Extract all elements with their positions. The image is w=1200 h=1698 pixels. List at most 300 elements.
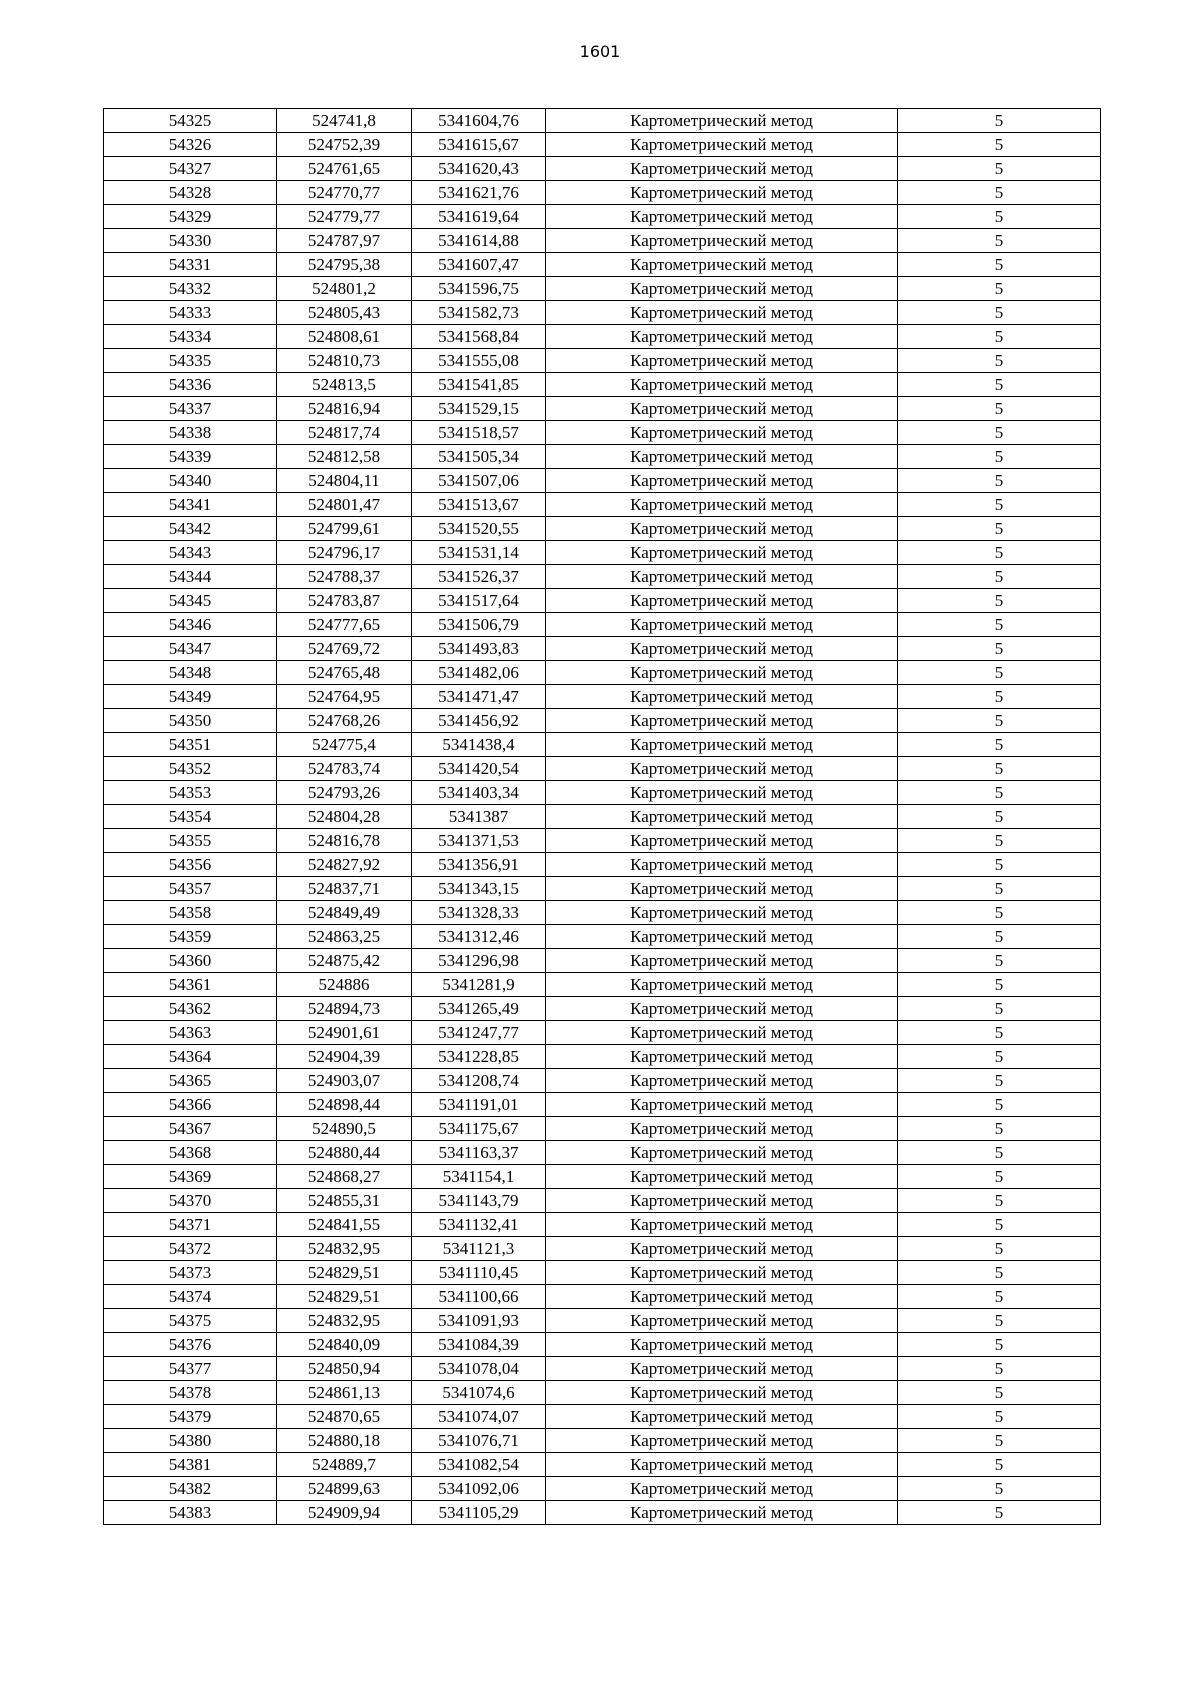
method-cell: Картометрический метод: [546, 1189, 898, 1213]
x-coordinate-cell: 524764,95: [277, 685, 412, 709]
point-number-cell: 54358: [104, 901, 277, 925]
table-row: [104, 1477, 1101, 1501]
table-row: [104, 613, 1101, 637]
accuracy-cell: 5: [898, 373, 1101, 397]
y-coordinate-cell: 5341228,85: [412, 1045, 546, 1069]
table-row: [104, 469, 1101, 493]
method-cell: Картометрический метод: [546, 637, 898, 661]
x-coordinate-cell: 524799,61: [277, 517, 412, 541]
table-row: [104, 637, 1101, 661]
table-row: [104, 421, 1101, 445]
method-cell: Картометрический метод: [546, 133, 898, 157]
point-number-cell: 54337: [104, 397, 277, 421]
method-cell: Картометрический метод: [546, 1501, 898, 1525]
table-row: [104, 133, 1101, 157]
x-coordinate-cell: 524875,42: [277, 949, 412, 973]
accuracy-cell: 5: [898, 1237, 1101, 1261]
y-coordinate-cell: 5341541,85: [412, 373, 546, 397]
method-cell: Картометрический метод: [546, 1429, 898, 1453]
point-number-cell: 54361: [104, 973, 277, 997]
point-number-cell: 54357: [104, 877, 277, 901]
table-row: [104, 1453, 1101, 1477]
y-coordinate-cell: 5341076,71: [412, 1429, 546, 1453]
accuracy-cell: 5: [898, 661, 1101, 685]
table-row: [104, 1261, 1101, 1285]
method-cell: Картометрический метод: [546, 541, 898, 565]
accuracy-cell: 5: [898, 157, 1101, 181]
accuracy-cell: 5: [898, 469, 1101, 493]
table-row: [104, 325, 1101, 349]
point-number-cell: 54350: [104, 709, 277, 733]
y-coordinate-cell: 5341582,73: [412, 301, 546, 325]
accuracy-cell: 5: [898, 949, 1101, 973]
x-coordinate-cell: 524817,74: [277, 421, 412, 445]
method-cell: Картометрический метод: [546, 757, 898, 781]
method-cell: Картометрический метод: [546, 1021, 898, 1045]
point-number-cell: 54333: [104, 301, 277, 325]
y-coordinate-cell: 5341328,33: [412, 901, 546, 925]
y-coordinate-cell: 5341191,01: [412, 1093, 546, 1117]
point-number-cell: 54334: [104, 325, 277, 349]
table-row: [104, 877, 1101, 901]
table-row: [104, 1021, 1101, 1045]
y-coordinate-cell: 5341105,29: [412, 1501, 546, 1525]
accuracy-cell: 5: [898, 1477, 1101, 1501]
method-cell: Картометрический метод: [546, 1381, 898, 1405]
y-coordinate-cell: 5341505,34: [412, 445, 546, 469]
y-coordinate-cell: 5341614,88: [412, 229, 546, 253]
method-cell: Картометрический метод: [546, 1213, 898, 1237]
x-coordinate-cell: 524793,26: [277, 781, 412, 805]
table-row: [104, 517, 1101, 541]
x-coordinate-cell: 524765,48: [277, 661, 412, 685]
y-coordinate-cell: 5341265,49: [412, 997, 546, 1021]
table-row: [104, 709, 1101, 733]
point-number-cell: 54326: [104, 133, 277, 157]
x-coordinate-cell: 524788,37: [277, 565, 412, 589]
x-coordinate-cell: 524903,07: [277, 1069, 412, 1093]
table-row: [104, 1213, 1101, 1237]
accuracy-cell: 5: [898, 709, 1101, 733]
table-body: [104, 109, 1101, 1525]
table-row: [104, 733, 1101, 757]
y-coordinate-cell: 5341596,75: [412, 277, 546, 301]
accuracy-cell: 5: [898, 301, 1101, 325]
y-coordinate-cell: 5341568,84: [412, 325, 546, 349]
y-coordinate-cell: 5341518,57: [412, 421, 546, 445]
accuracy-cell: 5: [898, 997, 1101, 1021]
y-coordinate-cell: 5341520,55: [412, 517, 546, 541]
point-number-cell: 54341: [104, 493, 277, 517]
accuracy-cell: 5: [898, 973, 1101, 997]
method-cell: Картометрический метод: [546, 1165, 898, 1189]
table-row: [104, 565, 1101, 589]
x-coordinate-cell: 524894,73: [277, 997, 412, 1021]
x-coordinate-cell: 524880,44: [277, 1141, 412, 1165]
x-coordinate-cell: 524752,39: [277, 133, 412, 157]
x-coordinate-cell: 524783,74: [277, 757, 412, 781]
point-number-cell: 54364: [104, 1045, 277, 1069]
x-coordinate-cell: 524805,43: [277, 301, 412, 325]
method-cell: Картометрический метод: [546, 1045, 898, 1069]
x-coordinate-cell: 524801,2: [277, 277, 412, 301]
y-coordinate-cell: 5341526,37: [412, 565, 546, 589]
x-coordinate-cell: 524770,77: [277, 181, 412, 205]
method-cell: Картометрический метод: [546, 1285, 898, 1309]
y-coordinate-cell: 5341175,67: [412, 1117, 546, 1141]
point-number-cell: 54359: [104, 925, 277, 949]
y-coordinate-cell: 5341296,98: [412, 949, 546, 973]
method-cell: Картометрический метод: [546, 733, 898, 757]
table-row: [104, 373, 1101, 397]
accuracy-cell: 5: [898, 685, 1101, 709]
method-cell: Картометрический метод: [546, 973, 898, 997]
method-cell: Картометрический метод: [546, 373, 898, 397]
point-number-cell: 54382: [104, 1477, 277, 1501]
table-row: [104, 925, 1101, 949]
y-coordinate-cell: 5341506,79: [412, 613, 546, 637]
point-number-cell: 54376: [104, 1333, 277, 1357]
y-coordinate-cell: 5341132,41: [412, 1213, 546, 1237]
method-cell: Картометрический метод: [546, 685, 898, 709]
table-row: [104, 901, 1101, 925]
table-row: [104, 685, 1101, 709]
x-coordinate-cell: 524901,61: [277, 1021, 412, 1045]
y-coordinate-cell: 5341312,46: [412, 925, 546, 949]
y-coordinate-cell: 5341143,79: [412, 1189, 546, 1213]
method-cell: Картометрический метод: [546, 1117, 898, 1141]
accuracy-cell: 5: [898, 1045, 1101, 1069]
y-coordinate-cell: 5341110,45: [412, 1261, 546, 1285]
method-cell: Картометрический метод: [546, 805, 898, 829]
method-cell: Картометрический метод: [546, 229, 898, 253]
table-row: [104, 1069, 1101, 1093]
point-number-cell: 54372: [104, 1237, 277, 1261]
point-number-cell: 54327: [104, 157, 277, 181]
table-row: [104, 541, 1101, 565]
accuracy-cell: 5: [898, 181, 1101, 205]
table-row: [104, 1117, 1101, 1141]
accuracy-cell: 5: [898, 397, 1101, 421]
point-number-cell: 54335: [104, 349, 277, 373]
point-number-cell: 54344: [104, 565, 277, 589]
accuracy-cell: 5: [898, 1333, 1101, 1357]
x-coordinate-cell: 524904,39: [277, 1045, 412, 1069]
point-number-cell: 54366: [104, 1093, 277, 1117]
method-cell: Картометрический метод: [546, 397, 898, 421]
x-coordinate-cell: 524880,18: [277, 1429, 412, 1453]
table-row: [104, 493, 1101, 517]
table-row: [104, 805, 1101, 829]
method-cell: Картометрический метод: [546, 469, 898, 493]
accuracy-cell: 5: [898, 421, 1101, 445]
accuracy-cell: 5: [898, 1021, 1101, 1045]
table-row: [104, 829, 1101, 853]
accuracy-cell: 5: [898, 205, 1101, 229]
point-number-cell: 54347: [104, 637, 277, 661]
accuracy-cell: 5: [898, 829, 1101, 853]
x-coordinate-cell: 524813,5: [277, 373, 412, 397]
accuracy-cell: 5: [898, 757, 1101, 781]
table-row: [104, 1501, 1101, 1525]
x-coordinate-cell: 524816,94: [277, 397, 412, 421]
table-row: [104, 1237, 1101, 1261]
table-row: [104, 1381, 1101, 1405]
x-coordinate-cell: 524829,51: [277, 1285, 412, 1309]
y-coordinate-cell: 5341529,15: [412, 397, 546, 421]
table-row: [104, 1141, 1101, 1165]
accuracy-cell: 5: [898, 1165, 1101, 1189]
accuracy-cell: 5: [898, 877, 1101, 901]
y-coordinate-cell: 5341281,9: [412, 973, 546, 997]
table-row: [104, 973, 1101, 997]
method-cell: Картометрический метод: [546, 901, 898, 925]
method-cell: Картометрический метод: [546, 325, 898, 349]
x-coordinate-cell: 524909,94: [277, 1501, 412, 1525]
method-cell: Картометрический метод: [546, 181, 898, 205]
point-number-cell: 54355: [104, 829, 277, 853]
accuracy-cell: 5: [898, 1285, 1101, 1309]
x-coordinate-cell: 524855,31: [277, 1189, 412, 1213]
point-number-cell: 54369: [104, 1165, 277, 1189]
method-cell: Картометрический метод: [546, 421, 898, 445]
method-cell: Картометрический метод: [546, 1477, 898, 1501]
accuracy-cell: 5: [898, 613, 1101, 637]
x-coordinate-cell: 524801,47: [277, 493, 412, 517]
x-coordinate-cell: 524761,65: [277, 157, 412, 181]
x-coordinate-cell: 524889,7: [277, 1453, 412, 1477]
point-number-cell: 54353: [104, 781, 277, 805]
accuracy-cell: 5: [898, 925, 1101, 949]
method-cell: Картометрический метод: [546, 157, 898, 181]
accuracy-cell: 5: [898, 229, 1101, 253]
x-coordinate-cell: 524870,65: [277, 1405, 412, 1429]
point-number-cell: 54342: [104, 517, 277, 541]
x-coordinate-cell: 524886: [277, 973, 412, 997]
accuracy-cell: 5: [898, 325, 1101, 349]
point-number-cell: 54365: [104, 1069, 277, 1093]
table-row: [104, 1309, 1101, 1333]
x-coordinate-cell: 524827,92: [277, 853, 412, 877]
accuracy-cell: 5: [898, 1141, 1101, 1165]
point-number-cell: 54325: [104, 109, 277, 133]
table-row: [104, 1405, 1101, 1429]
y-coordinate-cell: 5341074,6: [412, 1381, 546, 1405]
method-cell: Картометрический метод: [546, 1453, 898, 1477]
table-row: [104, 997, 1101, 1021]
accuracy-cell: 5: [898, 253, 1101, 277]
x-coordinate-cell: 524741,8: [277, 109, 412, 133]
point-number-cell: 54348: [104, 661, 277, 685]
x-coordinate-cell: 524812,58: [277, 445, 412, 469]
x-coordinate-cell: 524796,17: [277, 541, 412, 565]
x-coordinate-cell: 524890,5: [277, 1117, 412, 1141]
y-coordinate-cell: 5341084,39: [412, 1333, 546, 1357]
accuracy-cell: 5: [898, 1189, 1101, 1213]
x-coordinate-cell: 524898,44: [277, 1093, 412, 1117]
y-coordinate-cell: 5341438,4: [412, 733, 546, 757]
y-coordinate-cell: 5341555,08: [412, 349, 546, 373]
method-cell: Картометрический метод: [546, 853, 898, 877]
point-number-cell: 54378: [104, 1381, 277, 1405]
table-row: [104, 445, 1101, 469]
table-row: [104, 253, 1101, 277]
point-number-cell: 54330: [104, 229, 277, 253]
point-number-cell: 54332: [104, 277, 277, 301]
x-coordinate-cell: 524795,38: [277, 253, 412, 277]
x-coordinate-cell: 524769,72: [277, 637, 412, 661]
method-cell: Картометрический метод: [546, 205, 898, 229]
accuracy-cell: 5: [898, 1093, 1101, 1117]
table-row: [104, 757, 1101, 781]
table-row: [104, 1189, 1101, 1213]
x-coordinate-cell: 524829,51: [277, 1261, 412, 1285]
method-cell: Картометрический метод: [546, 301, 898, 325]
y-coordinate-cell: 5341343,15: [412, 877, 546, 901]
x-coordinate-cell: 524863,25: [277, 925, 412, 949]
table-row: [104, 1429, 1101, 1453]
point-number-cell: 54375: [104, 1309, 277, 1333]
table-row: [104, 1093, 1101, 1117]
y-coordinate-cell: 5341620,43: [412, 157, 546, 181]
accuracy-cell: 5: [898, 133, 1101, 157]
y-coordinate-cell: 5341615,67: [412, 133, 546, 157]
method-cell: Картометрический метод: [546, 925, 898, 949]
table-row: [104, 1357, 1101, 1381]
y-coordinate-cell: 5341092,06: [412, 1477, 546, 1501]
x-coordinate-cell: 524816,78: [277, 829, 412, 853]
method-cell: Картометрический метод: [546, 565, 898, 589]
table-row: [104, 277, 1101, 301]
method-cell: Картометрический метод: [546, 613, 898, 637]
accuracy-cell: 5: [898, 805, 1101, 829]
x-coordinate-cell: 524775,4: [277, 733, 412, 757]
y-coordinate-cell: 5341420,54: [412, 757, 546, 781]
point-number-cell: 54338: [104, 421, 277, 445]
x-coordinate-cell: 524841,55: [277, 1213, 412, 1237]
accuracy-cell: 5: [898, 1117, 1101, 1141]
method-cell: Картометрический метод: [546, 445, 898, 469]
point-number-cell: 54351: [104, 733, 277, 757]
point-number-cell: 54345: [104, 589, 277, 613]
table-row: [104, 781, 1101, 805]
method-cell: Картометрический метод: [546, 1309, 898, 1333]
point-number-cell: 54336: [104, 373, 277, 397]
method-cell: Картометрический метод: [546, 709, 898, 733]
accuracy-cell: 5: [898, 1453, 1101, 1477]
y-coordinate-cell: 5341356,91: [412, 853, 546, 877]
table-row: [104, 301, 1101, 325]
method-cell: Картометрический метод: [546, 109, 898, 133]
method-cell: Картометрический метод: [546, 829, 898, 853]
accuracy-cell: 5: [898, 277, 1101, 301]
method-cell: Картометрический метод: [546, 493, 898, 517]
y-coordinate-cell: 5341619,64: [412, 205, 546, 229]
method-cell: Картометрический метод: [546, 949, 898, 973]
accuracy-cell: 5: [898, 901, 1101, 925]
coordinates-table: [103, 108, 1101, 1525]
accuracy-cell: 5: [898, 1405, 1101, 1429]
method-cell: Картометрический метод: [546, 517, 898, 541]
x-coordinate-cell: 524849,49: [277, 901, 412, 925]
y-coordinate-cell: 5341208,74: [412, 1069, 546, 1093]
accuracy-cell: 5: [898, 1069, 1101, 1093]
method-cell: Картометрический метод: [546, 1405, 898, 1429]
method-cell: Картометрический метод: [546, 877, 898, 901]
point-number-cell: 54352: [104, 757, 277, 781]
method-cell: Картометрический метод: [546, 1333, 898, 1357]
point-number-cell: 54371: [104, 1213, 277, 1237]
accuracy-cell: 5: [898, 109, 1101, 133]
point-number-cell: 54363: [104, 1021, 277, 1045]
accuracy-cell: 5: [898, 1381, 1101, 1405]
x-coordinate-cell: 524804,28: [277, 805, 412, 829]
y-coordinate-cell: 5341403,34: [412, 781, 546, 805]
accuracy-cell: 5: [898, 349, 1101, 373]
method-cell: Картометрический метод: [546, 661, 898, 685]
accuracy-cell: 5: [898, 637, 1101, 661]
x-coordinate-cell: 524850,94: [277, 1357, 412, 1381]
point-number-cell: 54368: [104, 1141, 277, 1165]
x-coordinate-cell: 524832,95: [277, 1309, 412, 1333]
x-coordinate-cell: 524840,09: [277, 1333, 412, 1357]
table-row: [104, 661, 1101, 685]
y-coordinate-cell: 5341456,92: [412, 709, 546, 733]
y-coordinate-cell: 5341091,93: [412, 1309, 546, 1333]
table-row: [104, 181, 1101, 205]
y-coordinate-cell: 5341078,04: [412, 1357, 546, 1381]
point-number-cell: 54346: [104, 613, 277, 637]
x-coordinate-cell: 524868,27: [277, 1165, 412, 1189]
method-cell: Картометрический метод: [546, 349, 898, 373]
x-coordinate-cell: 524899,63: [277, 1477, 412, 1501]
method-cell: Картометрический метод: [546, 1141, 898, 1165]
y-coordinate-cell: 5341482,06: [412, 661, 546, 685]
point-number-cell: 54343: [104, 541, 277, 565]
x-coordinate-cell: 524779,77: [277, 205, 412, 229]
table-row: [104, 1333, 1101, 1357]
accuracy-cell: 5: [898, 1261, 1101, 1285]
accuracy-cell: 5: [898, 589, 1101, 613]
point-number-cell: 54360: [104, 949, 277, 973]
y-coordinate-cell: 5341621,76: [412, 181, 546, 205]
point-number-cell: 54377: [104, 1357, 277, 1381]
y-coordinate-cell: 5341513,67: [412, 493, 546, 517]
accuracy-cell: 5: [898, 1309, 1101, 1333]
table-row: [104, 205, 1101, 229]
table-row: [104, 157, 1101, 181]
y-coordinate-cell: 5341074,07: [412, 1405, 546, 1429]
table-row: [104, 1285, 1101, 1309]
y-coordinate-cell: 5341154,1: [412, 1165, 546, 1189]
point-number-cell: 54373: [104, 1261, 277, 1285]
x-coordinate-cell: 524810,73: [277, 349, 412, 373]
point-number-cell: 54349: [104, 685, 277, 709]
accuracy-cell: 5: [898, 1357, 1101, 1381]
point-number-cell: 54331: [104, 253, 277, 277]
y-coordinate-cell: 5341247,77: [412, 1021, 546, 1045]
method-cell: Картометрический метод: [546, 781, 898, 805]
point-number-cell: 54328: [104, 181, 277, 205]
method-cell: Картометрический метод: [546, 1093, 898, 1117]
table-row: [104, 853, 1101, 877]
point-number-cell: 54329: [104, 205, 277, 229]
y-coordinate-cell: 5341471,47: [412, 685, 546, 709]
x-coordinate-cell: 524777,65: [277, 613, 412, 637]
point-number-cell: 54379: [104, 1405, 277, 1429]
accuracy-cell: 5: [898, 445, 1101, 469]
x-coordinate-cell: 524787,97: [277, 229, 412, 253]
